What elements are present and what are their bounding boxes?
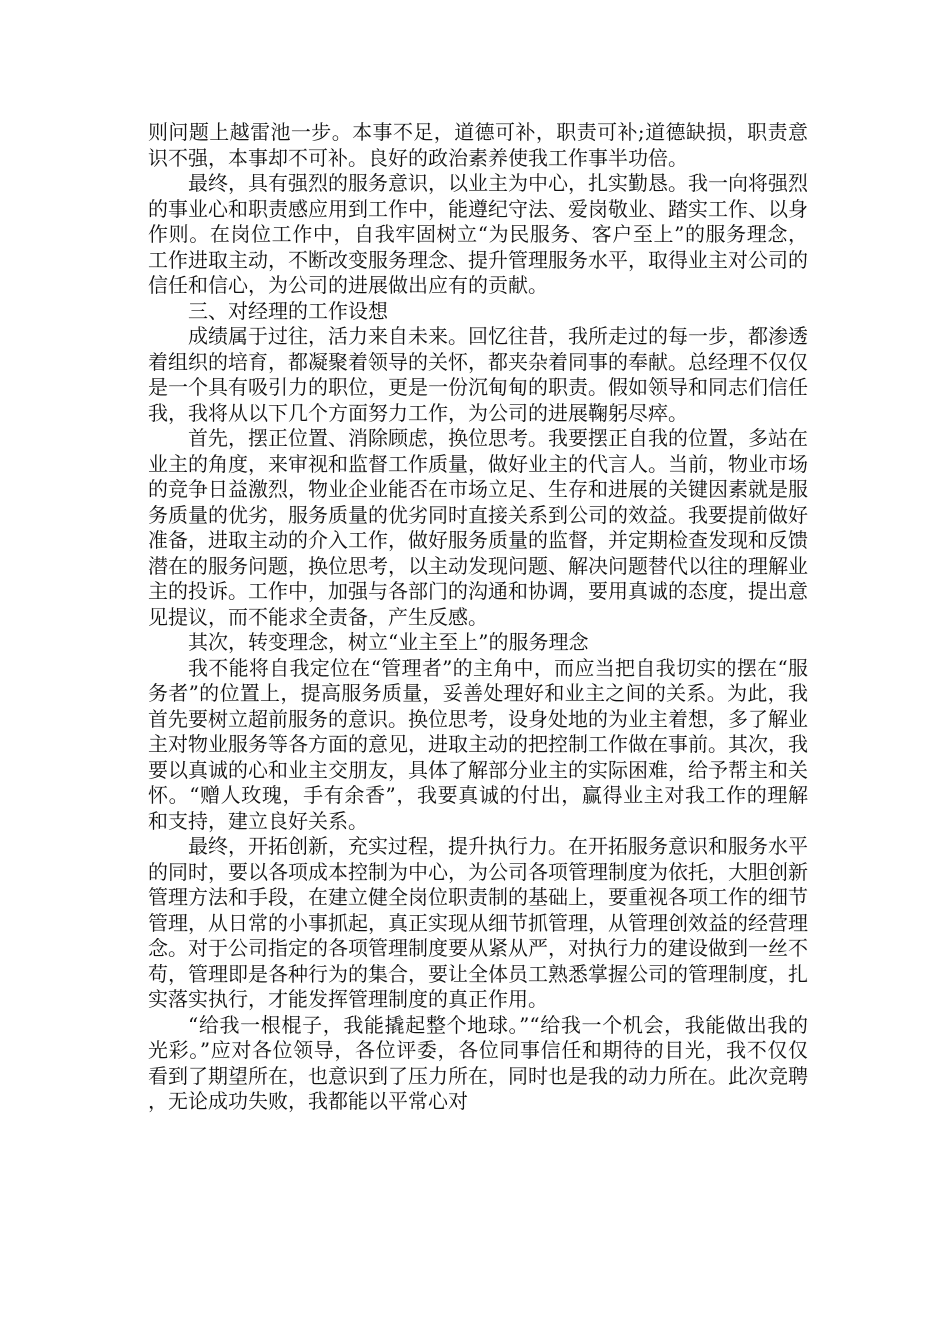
section-heading-manager-plan: 三、对经理的工作设想 [188,298,388,323]
paragraph-second-point-heading: 其次，转变理念，树立“业主至上”的服务理念 [188,630,589,654]
paragraph-first-point: 首先，摆正位置、消除顾虑，换位思考。我要摆正自我的位置，多站在业主的角度，来审视和监督工作质量，做好业主的代言人。当前，物业市场的竞争日益激烈，物业企业能否在市场立足、生存和进展的关键因素就是服务质量的优劣，服务质量的优劣同时直接关系到公司的效益。我要提前做好准备，进取主动的介入工作，做好服务质量的监督，并定期检查发现和反馈潜在的服务问题，换位思考，以主动发现问题、解决问题替代以往的理解业主的投诉。工作中，加强与各部门的沟通和协调，要用真诚的态度，提出意见提议，而不能求全责备，产生反感。 [148,426,808,629]
paragraph-final-point: 最终，开拓创新，充实过程，提升执行力。在开拓服务意识和服务水平的同时，要以各项成本控制为中心，为公司各项管理制度为依托，大胆创新管理方法和手段，在建立健全岗位职责制的基础上，要重视各项工作的细节管理，从日常的小事抓起，真正实现从细节抓管理，从管理创效益的经营理念。对于公司指定的各项管理制度要从紧从严，对执行力的建设做到一丝不苟，管理即是各种行为的集合，要让全体员工熟悉掌握公司的管理制度，扎实落实执行，才能发挥管理制度的真正作用。 [148,834,808,1011]
paragraph-second-point: 我不能将自我定位在“管理者”的主角中，而应当把自我切实的摆在“服务者”的位置上，提高服务质量，妥善处理好和业主之间的关系。为此，我首先要树立超前服务的意识。换位思考，设身处地的为业主着想，多了解业主对物业服务等各方面的意见，进取主动的把控制工作做在事前。其次，我要以真诚的心和业主交朋友，具体了解部分业主的实际困难，给予帮主和关怀。“赠人玫瑰，手有余香”，我要真诚的付出，赢得业主对我工作的理解和支持，建立良好关系。 [148,655,808,833]
paragraph-continuation: 则问题上越雷池一步。本事不足，道德可补，职责可补;道德缺损，职责意识不强，本事却不可补。良好的政治素养使我工作事半功倍。 [148,120,808,170]
paragraph-service-awareness: 最终，具有强烈的服务意识，以业主为中心，扎实勤恳。我一向将强烈的事业心和职责感应用到工作中，能遵纪守法、爱岗敬业、踏实工作、以身作则。在岗位工作中，自我牢固树立“为民服务、客户至上”的服务理念，工作进取主动，不断改变服务理念、提升管理服务水平，取得业主对公司的信任和信心，为公司的进展做出应有的贡献。 [148,171,808,297]
paragraph-achievements: 成绩属于过往，活力来自未来。回忆往昔，我所走过的每一步，都渗透着组织的培育，都凝聚着领导的关怀，都夹杂着同事的奉献。总经理不仅仅是一个具有吸引力的职位，更是一份沉甸甸的职责。假如领导和同志们信任我，我将从以下几个方面努力工作，为公司的进展鞠躬尽瘁。 [148,324,808,425]
paragraph-closing: “给我一根棍子，我能撬起整个地球。”“给我一个机会，我能做出我的光彩。”应对各位领导，各位评委，各位同事信任和期待的目光，我不仅仅看到了期望所在，也意识到了压力所在，同时也是我的动力所在。此次竞聘，无论成功失败，我都能以平常心对 [148,1012,808,1113]
document-body [148,120,808,1115]
